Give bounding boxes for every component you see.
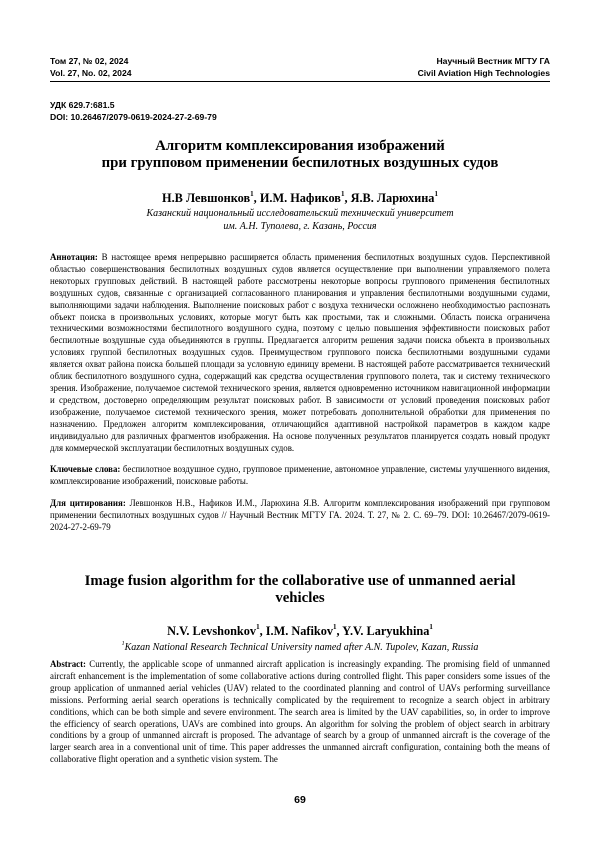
- affiliation-en-text: Kazan National Research Technical University named after A.N. Tupolev, Kazan, Russia: [124, 642, 479, 653]
- keywords-ru-text: беспилотное воздушное судно, групповое применение, автономное управление, системы улучшенного видения, комплексирование изображений, поисковые работы.: [50, 464, 550, 486]
- doi: DOI: 10.26467/2079-0619-2024-27-2-69-79: [50, 112, 217, 122]
- keywords-ru: [50, 464, 550, 488]
- title-en: [60, 573, 540, 607]
- volume-issue-en: Vol. 27, No. 02, 2024: [50, 68, 132, 78]
- title-en-line2: vehicles: [275, 590, 325, 606]
- affiliation-ru: [60, 208, 540, 233]
- author-3: Я.В. Ларюхина$^1$: [350, 190, 438, 205]
- abstract-en-label: Abstract:: [50, 659, 86, 669]
- authors-en: [60, 624, 540, 639]
- udk-code: УДК 629.7:681.5: [50, 100, 115, 110]
- header-rule: [50, 81, 550, 82]
- citation-ru: [50, 498, 550, 534]
- author-en-1: N.V. Levshonkov$^1$,: [167, 623, 266, 638]
- author-en-3: Y.V. Laryukhina$^1$: [342, 623, 433, 638]
- title-ru-line1: Алгоритм комплексирования изображений: [155, 138, 445, 154]
- abstract-ru-label: Аннотация:: [50, 252, 98, 262]
- author-en-2: I.M. Nafikov$^1$,: [265, 623, 343, 638]
- abstract-ru-text: В настоящее время непрерывно расширяется область применения беспилотных воздушных судов. Перспективной областью совершенствования беспилотных воздушных судов является осуществление при выполнении управляемого полета некоторых групповых действий. В настоящей работе рассмотрены некоторые вопросы группового применения беспилотных воздушных судов, связанные с организацией согласованного планирования и управления беспилотными воздушными судами, выполняющими задачи наблюдения. Выполнение поисковых работ с воздуха технически осложнено необходимостью распознать объект поиска в произвольных условиях, которые могут быть как простыми, так и сложными. Область поиска ограничена техническими возможностями беспилотного воздушного судна, поэтому с целью повышения эффективности поисковых работ беспилотные воздушные суда объединяются в группы. Предлагается алгоритм решения задачи поиска объекта в произвольных условиях группой беспилотных воздушных судов. Преимуществом группового поиска беспилотными воздушными судами является охват района поиска большей площади за условную единицу времени. В настоящей работе рассматривается технический облик беспилотного воздушного судна, содержащий как средства осуществления группового полета, так и систему технического зрения. Изображение, получаемое системой технического зрения, является одновременно источником навигационной информации и средством, достоверно определяющим результат поисковых работ. В зависимости от условий проведения поисковых работ изображение, получаемое системой технического зрения, может потребовать дополнительной обработки для применения по назначению. Предложен алгоритм комплексирования, отличающийся адаптивной настройкой параметров в каждом кадре индивидуально для различных фрагментов изображения. На основе полученных результатов планируется создать новый продукт для коммерческой эксплуатации беспилотных воздушных судов.: [50, 252, 550, 453]
- abstract-en: [50, 659, 550, 766]
- author-2: И.М. Нафиков$^1$,: [259, 190, 351, 205]
- volume-issue-ru: Том 27, № 02, 2024: [50, 56, 129, 66]
- citation-ru-label: Для цитирования:: [50, 498, 126, 508]
- title-ru-line2: при групповом применении беспилотных воздушных судов: [101, 155, 499, 171]
- keywords-ru-label: Ключевые слова:: [50, 464, 121, 474]
- citation-ru-text: Левшонков Н.В., Нафиков И.М., Ларюхина Я.В. Алгоритм комплексирования изображений при групповом применении беспилотных воздушных судов // Научный Вестник МГТУ ГА. 2024. Т. 27, № 2. С. 69–79. DOI: 10.26467/2079-0619-2024-27-2-69-79: [50, 498, 551, 532]
- author-1: Н.В Левшонков$^1$,: [162, 190, 260, 205]
- title-en-line1: Image fusion algorithm for the collaborative use of unmanned aerial: [84, 573, 516, 589]
- authors-ru: [60, 191, 540, 206]
- abstract-ru: [50, 252, 550, 454]
- affiliation-en-sup: 1: [121, 641, 125, 647]
- title-ru: [60, 138, 540, 172]
- journal-name-en: Civil Aviation High Technologies: [417, 68, 550, 78]
- affiliation-en: [60, 642, 540, 655]
- page-number: 69: [294, 794, 306, 806]
- affiliation-ru-line2: им. А.Н. Туполева, г. Казань, Россия: [223, 220, 377, 232]
- running-header: [50, 56, 550, 80]
- journal-name-ru: Научный Вестник МГТУ ГА: [436, 56, 550, 66]
- affiliation-ru-line1: Казанский национальный исследовательский технический университет: [146, 208, 454, 219]
- abstract-en-text: Currently, the applicable scope of unmanned aircraft application is increasingly expanding. The promising field of unmanned aircraft enhancement is the implementation of some collaborative actions during controlled flight. This paper considers some issues of the group application of unmanned aerial vehicles (UAV) related to the coordinated planning and control of UAVs performing surveillance missions. Performing aerial search operations is technically complicated by the requirement to recognize a search object in arbitrary conditions, which can be both simple and severe environment. The search area is limited by the UAV capabilities, so, in order to improve the efficiency of search operations, UAVs are combined into groups. An algorithm for solving the problem of object search in arbitrary conditions by a group of unmanned aircraft is proposed. The advantage of search by a group of unmanned aircraft is the coverage of the larger search area in a conventional unit of time. This paper addresses the unmanned aircraft configuration, containing both the means of collaborative flight operation and a synthetic vision system. The: [50, 659, 550, 765]
